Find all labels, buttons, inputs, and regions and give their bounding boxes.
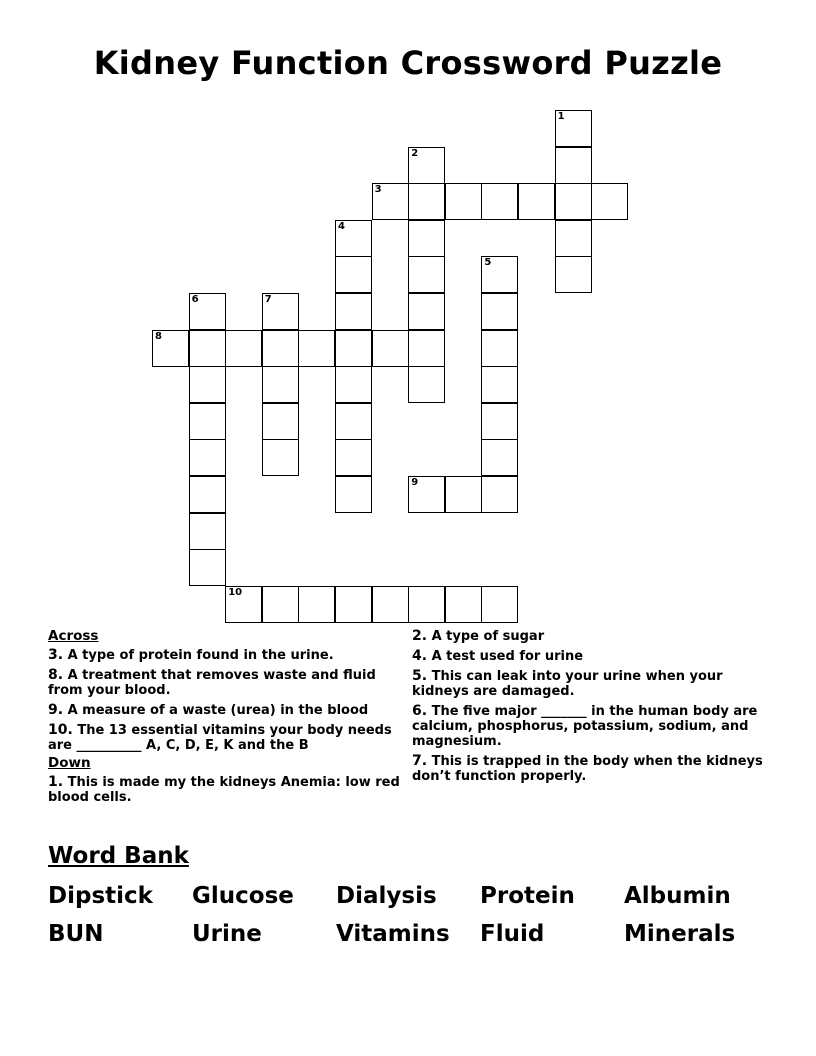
clue-number: 8 [155,330,162,342]
word-bank [48,880,808,950]
clue [48,648,400,663]
clue-number: 1 [557,111,565,122]
clue [412,754,772,784]
clue-text: A type of protein found in the urine. [63,648,334,663]
clue-number: 10 [228,586,243,598]
grid-cell[interactable] [481,183,518,220]
word-bank-item: Albumin [624,883,731,909]
grid-cell[interactable] [298,330,335,367]
grid-cell[interactable] [335,586,372,623]
grid-cell[interactable] [335,403,372,440]
clue-text: This is trapped in the body when the kidneys don’t function properly. [412,754,763,784]
clue-text: A test used for urine [427,649,584,664]
grid-cell[interactable] [408,586,445,623]
down-clue-list-right [412,629,772,784]
clue-number-label: 5. [412,668,428,684]
clue-number: 2 [411,147,419,159]
grid-cell[interactable] [262,330,299,367]
down-heading: Down [48,755,91,771]
word-bank-item: Glucose [192,883,294,909]
word-bank-item: Urine [192,921,262,947]
clue-number-label: 6. [412,703,428,719]
clue-text: A type of sugar [427,629,545,644]
clue [48,723,400,753]
grid-cell[interactable] [189,439,226,476]
grid-cell[interactable] [481,586,518,623]
clue-text: This can leak into your urine when your kidneys are damaged. [412,669,723,699]
grid-cell[interactable] [445,586,482,623]
clue [412,629,772,644]
grid-cell[interactable] [408,220,445,257]
clue-number: 7 [264,294,272,305]
across-clue-list [48,648,400,753]
grid-cell[interactable] [335,366,372,403]
grid-cell[interactable] [445,183,482,220]
grid-cell[interactable] [262,439,299,476]
grid-cell[interactable] [189,293,226,330]
clue-number: 9 [411,477,419,488]
clue-number-label: 3. [48,647,64,663]
grid-cell[interactable] [555,110,592,147]
word-bank-heading: Word Bank [48,843,189,869]
grid-cell[interactable] [408,366,445,403]
grid-cell[interactable] [372,586,409,623]
grid-cell[interactable] [481,439,518,476]
grid-cell[interactable] [189,513,226,550]
grid-cell[interactable] [555,147,592,184]
word-bank-item: Vitamins [336,921,450,947]
clue-number-label: 10. [48,722,73,738]
clue-text: The 13 essential vitamins your body needs are __________ A, C, D, E, K and the B [48,723,392,753]
grid-cell[interactable] [225,330,262,367]
grid-cell[interactable] [335,330,372,367]
grid-cell[interactable] [408,476,445,513]
puzzle-title: Kidney Function Crossword Puzzle [93,44,723,82]
grid-cell[interactable] [518,183,555,220]
word-bank-item: Protein [480,883,575,909]
down-clue-list-left [48,775,400,805]
clue-number: 6 [191,294,199,305]
grid-cell[interactable] [408,330,445,367]
clue [48,668,400,698]
clue-text: A treatment that removes waste and fluid from your blood. [48,668,376,698]
clue-number: 4 [338,220,345,232]
clue [412,649,772,664]
grid-cell[interactable] [189,549,226,586]
grid-cell[interactable] [481,366,518,403]
clue-number-label: 2. [412,628,428,644]
clue-text: This is made my the kidneys Anemia: low red blood cells. [48,775,400,805]
grid-cell[interactable] [225,586,262,623]
grid-cell[interactable] [262,366,299,403]
grid-cell[interactable] [408,183,445,220]
grid-cell[interactable] [408,256,445,293]
grid-cell[interactable] [372,183,409,220]
clue-text: The five major _______ in the human body are calcium, phosphorus, potassium, sodium, and magnesium. [412,704,758,749]
clue-number: 3 [374,184,382,196]
grid-cell[interactable] [335,256,372,293]
clue-number-label: 1. [48,774,64,790]
word-bank-item: Dipstick [48,883,153,909]
grid-cell[interactable] [152,330,189,367]
clue-number: 5 [484,257,492,269]
clues-right-column [412,629,772,789]
grid-cell[interactable] [481,403,518,440]
grid-cell[interactable] [408,147,445,184]
clue-number-label: 4. [412,648,428,664]
grid-cell[interactable] [555,220,592,257]
grid-cell[interactable] [445,476,482,513]
grid-cell[interactable] [335,293,372,330]
across-heading: Across [48,628,99,644]
word-bank-item: Dialysis [336,883,437,909]
grid-cell[interactable] [335,220,372,257]
clue [48,703,400,718]
grid-cell[interactable] [335,476,372,513]
clue-number-label: 8. [48,667,64,683]
grid-cell[interactable] [189,476,226,513]
grid-cell[interactable] [481,330,518,367]
grid-cell[interactable] [262,293,299,330]
clue [412,704,772,749]
grid-cell[interactable] [481,293,518,330]
grid-cell[interactable] [262,586,299,623]
grid-cell[interactable] [555,256,592,293]
grid-cell[interactable] [335,439,372,476]
clue [412,669,772,699]
grid-cell[interactable] [372,330,409,367]
clue-number-label: 7. [412,753,428,769]
grid-cell[interactable] [591,183,628,220]
grid-cell[interactable] [298,586,335,623]
word-bank-item: Fluid [480,921,545,947]
grid-cell[interactable] [189,330,226,367]
clue [48,775,400,805]
clue-text: A measure of a waste (urea) in the blood [63,703,369,718]
grid-cell[interactable] [481,476,518,513]
clues-left-column [48,629,400,810]
word-bank-item: BUN [48,921,104,947]
grid-cell[interactable] [481,256,518,293]
grid-cell[interactable] [408,293,445,330]
grid-cell[interactable] [262,403,299,440]
grid-cell[interactable] [555,183,592,220]
grid-cell[interactable] [189,366,226,403]
grid-cell[interactable] [189,403,226,440]
word-bank-item: Minerals [624,921,736,947]
clue-number-label: 9. [48,702,64,718]
